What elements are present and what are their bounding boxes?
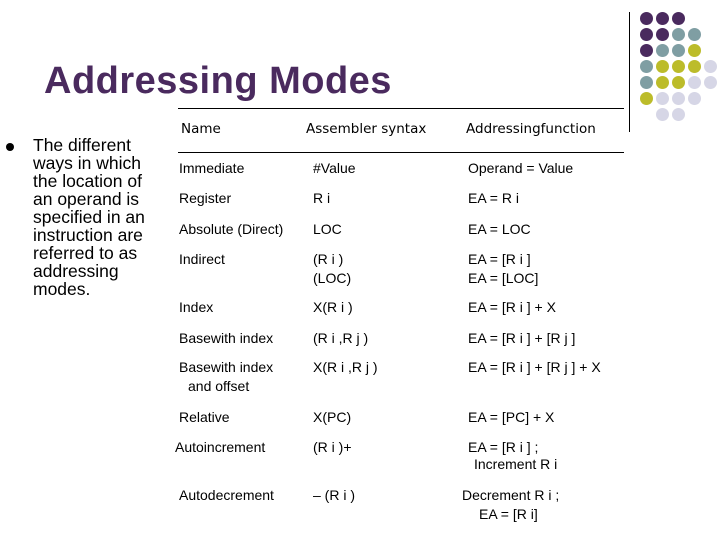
dot (640, 28, 653, 41)
dot (656, 92, 669, 105)
bullet-marker (6, 143, 14, 151)
dot (688, 28, 701, 41)
dot (656, 60, 669, 73)
row-name: Register (179, 190, 232, 206)
row-function: EA = [R i ] + [R j ] (468, 330, 576, 346)
row-name: Relative (179, 409, 230, 425)
title-underline (178, 108, 624, 109)
dot (656, 12, 669, 25)
dot (640, 92, 653, 105)
row-function: Decrement R i ; (462, 487, 560, 503)
dot (672, 92, 685, 105)
dot (656, 76, 669, 89)
slide-title: Addressing Modes (44, 60, 392, 102)
row-function: EA = [R i ] + [R j ] + X (468, 359, 601, 375)
row-syntax: LOC (313, 221, 342, 237)
row-syntax: X(R i ,R j ) (313, 359, 378, 375)
dot (672, 60, 685, 73)
row-function: EA = [R i ] (468, 251, 531, 267)
dot (656, 44, 669, 57)
corner-divider (629, 12, 630, 132)
row-name: Autoincrement (175, 439, 266, 455)
row-syntax: – (R i ) (313, 487, 355, 503)
dot (640, 44, 653, 57)
dot (672, 28, 685, 41)
row-function: EA = R i (468, 190, 519, 206)
row-syntax: X(PC) (313, 409, 352, 425)
row-name: Absolute (Direct) (179, 221, 284, 237)
row-function: EA = [R i ] ; (468, 439, 539, 455)
dot (672, 12, 685, 25)
dot (704, 76, 717, 89)
row-function: EA = [R i ] + X (468, 299, 556, 315)
row-syntax: (R i ) (313, 251, 344, 267)
dot (688, 44, 701, 57)
row-syntax: #Value (313, 160, 356, 176)
row-syntax-line2: (LOC) (313, 270, 352, 286)
row-name: Autodecrement (179, 487, 274, 503)
row-function-line2: EA = [R i] (479, 506, 538, 522)
row-function: EA = LOC (468, 221, 531, 237)
dot (672, 44, 685, 57)
dot (688, 60, 701, 73)
row-function: Operand = Value (468, 160, 574, 176)
row-syntax: R i (313, 190, 331, 206)
dot (704, 60, 717, 73)
header-function: Addressingfunction (466, 121, 596, 137)
row-name: Basewith index (179, 359, 274, 375)
row-syntax: (R i )+ (313, 439, 352, 455)
header-name: Name (181, 121, 221, 137)
dot (640, 60, 653, 73)
bullet-text: The different ways in which the location of an operand is specified in an instruction are referred to as addressing modes. (33, 135, 145, 299)
row-syntax: (R i ,R j ) (313, 330, 369, 346)
row-syntax: X(R i ) (313, 299, 353, 315)
dot (640, 12, 653, 25)
dot (656, 108, 669, 121)
dot (672, 76, 685, 89)
row-function-line2: EA = [LOC] (468, 270, 539, 286)
row-name: Basewith index (179, 330, 274, 346)
row-function: EA = [PC] + X (468, 409, 555, 425)
row-function-line2: Increment R i (474, 456, 558, 472)
dot (656, 28, 669, 41)
dot (688, 92, 701, 105)
row-name: Immediate (179, 160, 245, 176)
row-name: Indirect (179, 251, 225, 267)
header-syntax: Assembler syntax (306, 121, 427, 137)
dot (672, 108, 685, 121)
dot (640, 76, 653, 89)
dot (688, 76, 701, 89)
row-name: Index (179, 299, 214, 315)
header-rule (178, 152, 624, 153)
row-name-line2: and offset (188, 378, 250, 394)
